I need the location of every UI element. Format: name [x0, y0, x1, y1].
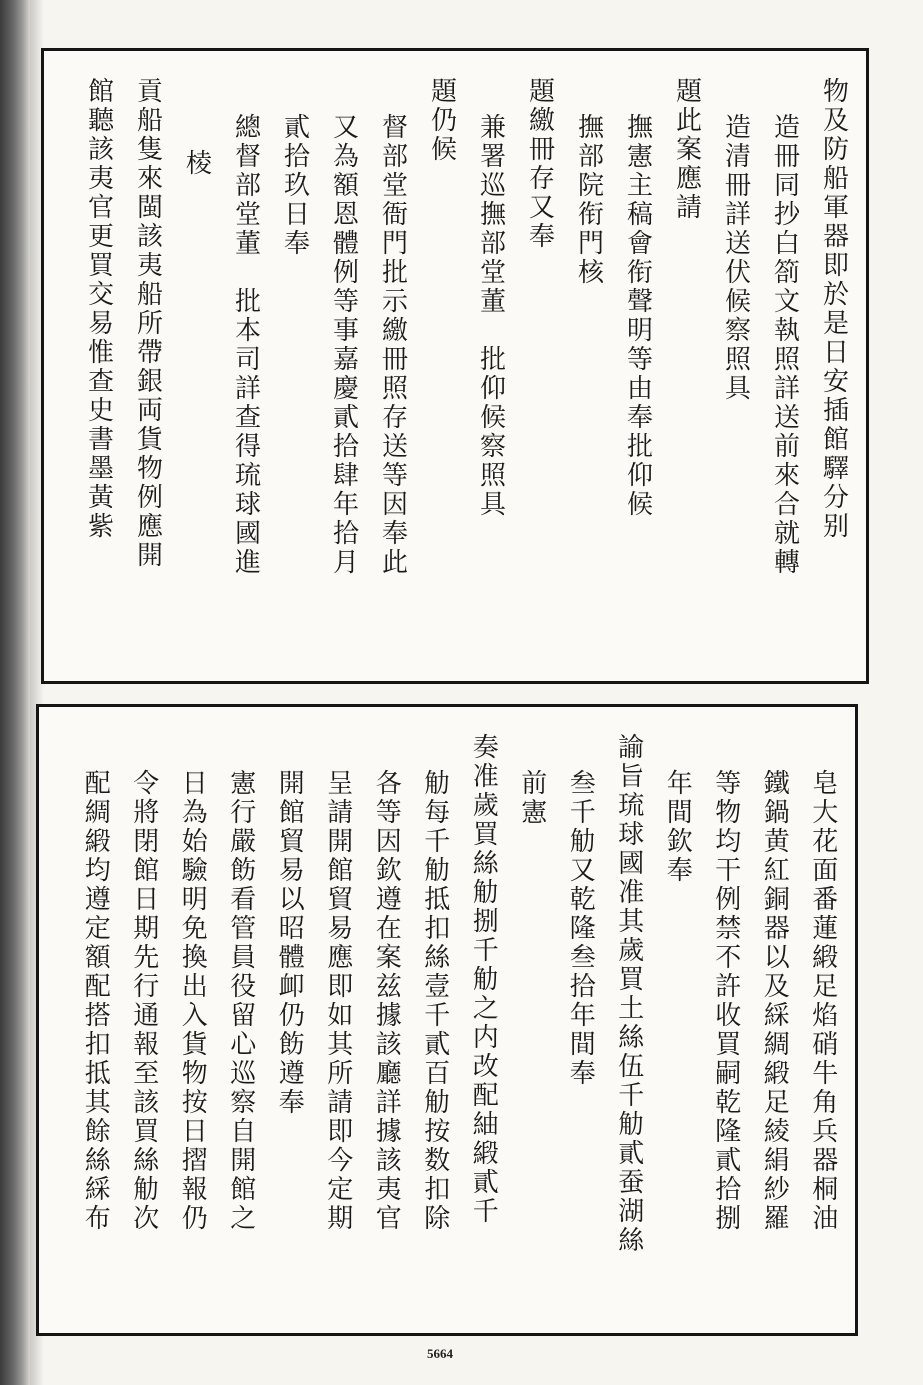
column-text: 各等因欽遵在案兹據該廳詳據該夷官 [371, 769, 402, 1233]
page-number: 5664 [427, 1346, 453, 1361]
text-column [270, 51, 319, 681]
text-column [459, 707, 508, 1333]
column-text: 題此案應請 [671, 77, 702, 222]
text-column [760, 51, 809, 681]
text-column [411, 707, 460, 1333]
text-column [750, 707, 799, 1333]
text-column [172, 51, 221, 681]
column-text: 貳拾玖日奉 [279, 113, 310, 258]
text-column [71, 707, 120, 1333]
text-column [319, 51, 368, 681]
column-text: 諭旨琉球國准其歲買土絲伍千觔貳蚕湖絲 [613, 733, 644, 1255]
text-column [368, 51, 417, 681]
text-column [556, 707, 605, 1333]
column-text: 鐵鍋黄紅銅器以及綵綢緞足綾絹紗羅 [759, 769, 790, 1233]
column-text: 督部堂衙門批示繳冊照存送等因奉此 [377, 113, 408, 577]
column-text: 奏准歲買絲觔捌千觔之内改配紬緞貳千 [468, 733, 499, 1226]
column-text: 叁千觔又乾隆叁拾年間奉 [565, 769, 596, 1088]
column-text: 令將閉館日期先行通報至該買絲觔次 [128, 769, 159, 1233]
text-column [314, 707, 363, 1333]
column-text: 造清冊詳送伏候察照具 [720, 113, 751, 403]
text-column [362, 707, 411, 1333]
column-text: 又為額恩體例等事嘉慶貳拾肆年拾月 [328, 113, 359, 577]
column-text: 題仍候 [426, 77, 457, 164]
column-text: 物及防船軍器即於是日安插館驛分别 [818, 77, 849, 541]
column-text: 棱 [181, 149, 212, 178]
text-column [466, 51, 515, 681]
column-text: 館聽該夷官更買交易惟查史書墨黃紫 [83, 77, 114, 541]
column-text: 等物均干例禁不許收買嗣乾隆貳拾捌 [710, 769, 741, 1233]
text-column [515, 51, 564, 681]
text-column [265, 707, 314, 1333]
column-text: 開館貿易以昭體卹仍飭遵奉 [274, 769, 305, 1117]
text-column [508, 707, 557, 1333]
text-column [799, 707, 848, 1333]
top-text-panel [41, 48, 869, 684]
column-text: 撫部院衔門核 [573, 113, 604, 287]
text-column [417, 51, 466, 681]
text-column [613, 51, 662, 681]
column-text: 配綢緞均遵定額配搭扣抵其餘絲綵布 [80, 769, 111, 1233]
top-text-columns [44, 51, 866, 681]
column-text: 觔每千觔抵扣絲壹千貳百觔按数扣除 [419, 769, 450, 1233]
text-column [74, 51, 123, 681]
column-text: 皂大花面番蓮緞足焰硝牛角兵器桐油 [807, 769, 838, 1233]
column-text: 呈請開館貿易應即如其所請即今定期 [322, 769, 353, 1233]
text-column [809, 51, 858, 681]
text-column [123, 51, 172, 681]
text-column [711, 51, 760, 681]
column-text: 題繳冊存又奉 [524, 77, 555, 251]
text-column [120, 707, 169, 1333]
text-column [168, 707, 217, 1333]
column-text: 總督部堂董 批本司詳查得琉球國進 [230, 113, 261, 577]
text-column [662, 51, 711, 681]
column-text: 年間欽奉 [662, 769, 693, 885]
bottom-text-columns [39, 707, 855, 1333]
bottom-text-panel [36, 704, 858, 1336]
column-text: 前憲 [516, 769, 547, 827]
text-column [217, 707, 266, 1333]
column-text: 憲行嚴飭看管員役留心巡察自開館之 [225, 769, 256, 1233]
column-text: 兼署巡撫部堂董 批仰候察照具 [475, 113, 506, 519]
text-column [221, 51, 270, 681]
book-binding [0, 0, 30, 1385]
column-text: 造冊同抄白箚文執照詳送前來合就轉 [769, 113, 800, 577]
text-column [605, 707, 654, 1333]
column-text: 撫憲主稿會衔聲明等由奉批仰候 [622, 113, 653, 519]
column-text: 貢船隻來閩該夷船所帶銀両貨物例應開 [132, 77, 163, 570]
text-column [702, 707, 751, 1333]
column-text: 日為始驗明免換出入貨物按日摺報仍 [177, 769, 208, 1233]
text-column [653, 707, 702, 1333]
text-column [564, 51, 613, 681]
